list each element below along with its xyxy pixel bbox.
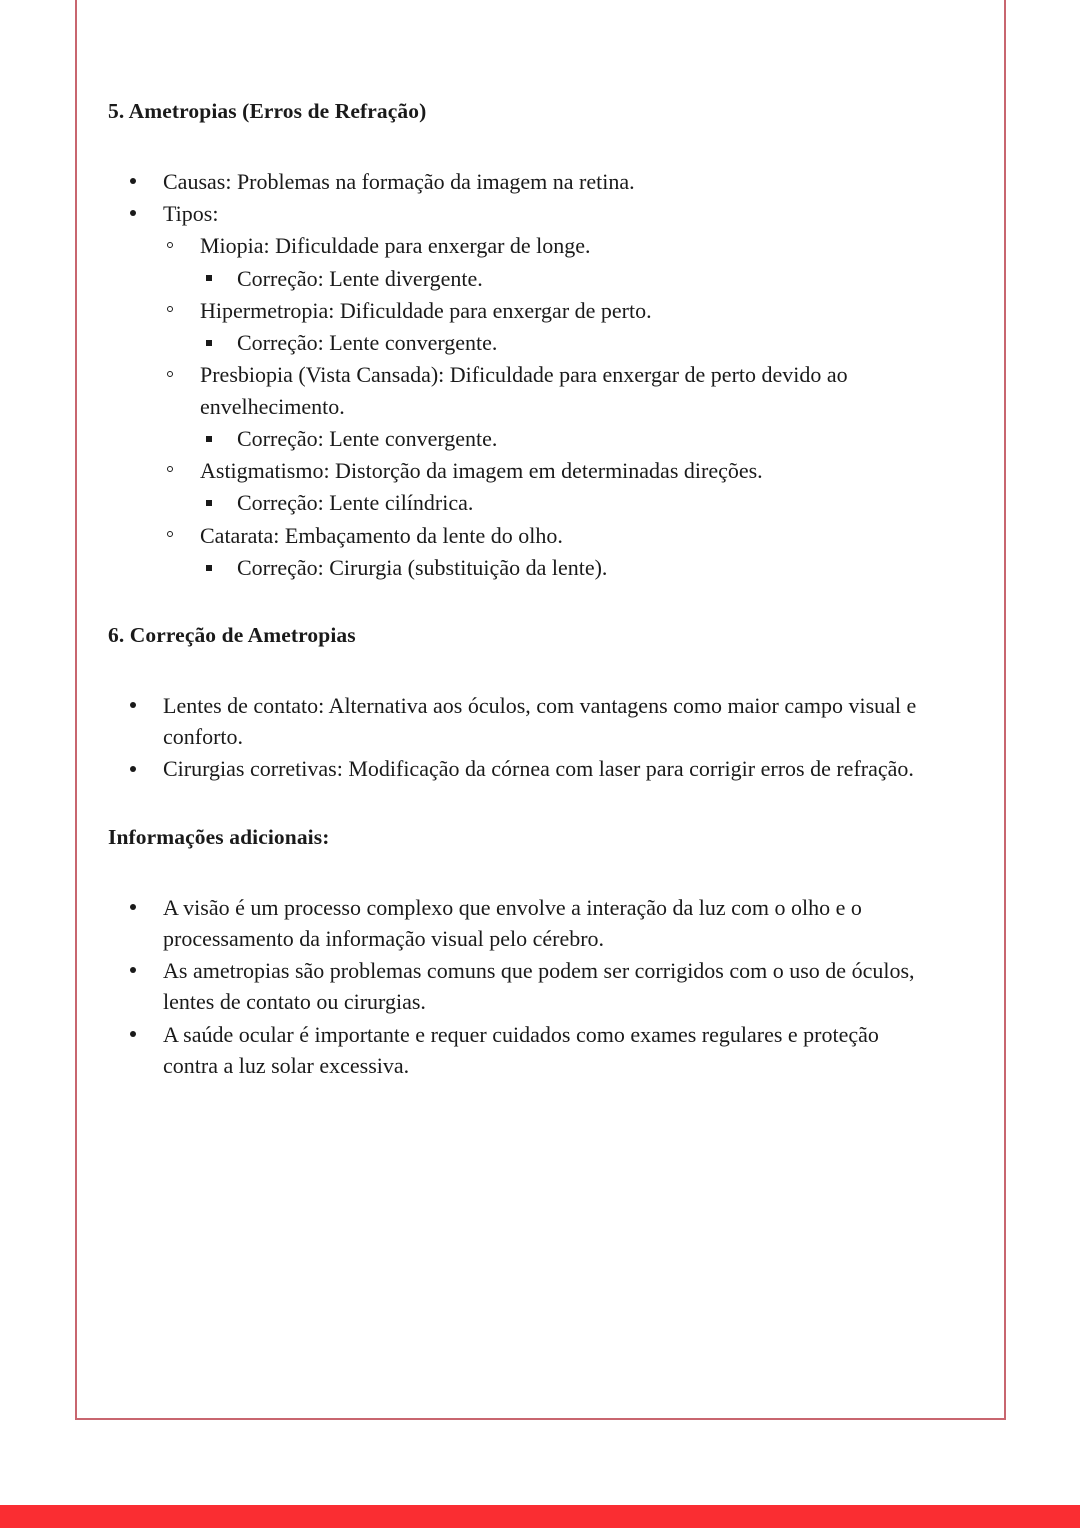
list-level3	[108, 487, 938, 518]
list-level2	[108, 455, 938, 486]
list-item-text: Cirurgias corretivas: Modificação da córnea com laser para corrigir erros de refração.	[163, 756, 914, 782]
bullet-circle-icon	[167, 466, 173, 472]
bullet-circle-icon	[167, 371, 173, 377]
list-item	[126, 166, 938, 197]
footer-accent-bar	[0, 1505, 1080, 1528]
list-item-text: Correção: Lente cilíndrica.	[237, 490, 474, 516]
list-item-text: Correção: Cirurgia (substituição da lente).	[237, 554, 608, 580]
list-item-text: Causas: Problemas na formação da imagem na retina.	[163, 168, 635, 194]
list-level1	[108, 892, 938, 1081]
list-item	[126, 1019, 938, 1081]
list-item-text: Catarata: Embaçamento da lente do olho.	[200, 522, 563, 548]
bullet-circle-icon	[167, 306, 173, 312]
list-item-text: Correção: Lente convergente.	[237, 425, 498, 451]
list-level1	[108, 166, 938, 229]
bullet-square-icon	[206, 436, 212, 442]
spacer	[108, 650, 938, 690]
list-item-text: Miopia: Dificuldade para enxergar de longe.	[200, 233, 591, 259]
bullet-disc-icon	[130, 904, 136, 910]
bullet-disc-icon	[130, 210, 136, 216]
list-level3	[108, 327, 938, 358]
list-item	[163, 455, 938, 486]
list-level3	[108, 423, 938, 454]
bullet-circle-icon	[167, 242, 173, 248]
list-item-text: Astigmatismo: Distorção da imagem em determinadas direções.	[200, 458, 763, 484]
list-item-text: A saúde ocular é importante e requer cuidados como exames regulares e proteção contra a luz solar excessiva.	[163, 1021, 879, 1078]
bullet-disc-icon	[130, 1031, 136, 1037]
list-level1	[108, 690, 938, 785]
spacer	[108, 126, 938, 166]
list-item-text: As ametropias são problemas comuns que podem ser corrigidos com o uso de óculos, lentes de contato ou cirurgias.	[163, 958, 915, 1015]
list-item	[126, 690, 938, 752]
list-level2	[108, 295, 938, 326]
spacer	[108, 786, 938, 824]
list-item	[201, 487, 938, 518]
list-item	[163, 520, 938, 551]
list-level2	[108, 520, 938, 551]
bullet-square-icon	[206, 340, 212, 346]
list-item-text: Hipermetropia: Dificuldade para enxergar de perto.	[200, 297, 652, 323]
spacer	[108, 584, 938, 622]
list-level2	[108, 230, 938, 261]
section-heading-5: 5. Ametropias (Erros de Refração)	[108, 99, 427, 123]
document-body	[108, 98, 938, 1082]
section-heading-6: 6. Correção de Ametropias	[108, 622, 356, 647]
list-item	[201, 327, 938, 358]
list-item	[126, 892, 938, 954]
list-item-text: Correção: Lente divergente.	[237, 265, 483, 291]
bullet-circle-icon	[167, 531, 173, 537]
list-level3	[108, 263, 938, 294]
list-item	[126, 955, 938, 1017]
list-item	[126, 753, 938, 784]
list-item	[163, 295, 938, 326]
list-item	[163, 359, 938, 421]
list-item-text: A visão é um processo complexo que envolve a interação da luz com o olho e o processamento da informação visual pelo cérebro.	[163, 894, 862, 951]
bullet-disc-icon	[130, 967, 136, 973]
bullet-square-icon	[206, 275, 212, 281]
list-item	[163, 230, 938, 261]
bullet-square-icon	[206, 500, 212, 506]
list-item-text: Lentes de contato: Alternativa aos óculos, com vantagens como maior campo visual e conforto.	[163, 692, 917, 750]
list-item-text: Presbiopia (Vista Cansada): Dificuldade para enxergar de perto devido ao envelhecimento.	[200, 362, 848, 419]
bullet-disc-icon	[130, 702, 136, 708]
spacer	[108, 852, 938, 892]
list-item	[201, 552, 938, 583]
bullet-square-icon	[206, 565, 212, 571]
list-item	[201, 423, 938, 454]
list-level3	[108, 552, 938, 583]
list-level2	[108, 359, 938, 421]
list-item-text: Correção: Lente convergente.	[237, 330, 498, 356]
list-item-text: Tipos:	[163, 201, 219, 227]
list-item	[201, 263, 938, 294]
section-heading-additional-info: Informações adicionais:	[108, 824, 330, 849]
list-item	[126, 198, 938, 229]
bullet-disc-icon	[130, 178, 136, 184]
bullet-disc-icon	[130, 766, 136, 772]
